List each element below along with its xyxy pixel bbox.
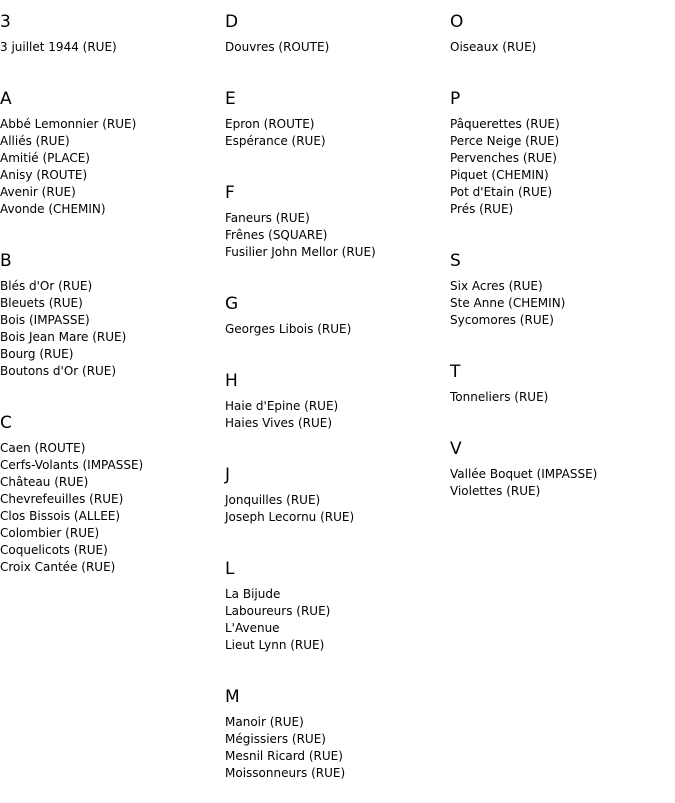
street-link[interactable]: 3 juillet 1944 (RUE) (0, 40, 117, 54)
letter-section (225, 282, 450, 338)
street-link[interactable]: Château (RUE) (0, 475, 89, 489)
street-link[interactable]: Mégissiers (RUE) (225, 732, 326, 746)
letter-section (225, 171, 450, 261)
street-link[interactable]: Oiseaux (RUE) (450, 40, 537, 54)
street-link[interactable]: Amitié (PLACE) (0, 151, 90, 165)
street-link[interactable]: Violettes (RUE) (450, 484, 541, 498)
street-list (225, 492, 450, 526)
letter-section (0, 77, 225, 218)
street-link[interactable]: Epron (ROUTE) (225, 117, 315, 131)
street-link[interactable]: Coquelicots (RUE) (0, 543, 108, 557)
letter-heading: T (450, 362, 461, 382)
street-link[interactable]: Avenir (RUE) (0, 185, 76, 199)
letter-heading: J (225, 465, 231, 485)
street-list (450, 278, 675, 329)
street-link[interactable]: Bois Jean Mare (RUE) (0, 330, 127, 344)
letter-section (0, 0, 225, 56)
letter-heading: E (225, 89, 236, 109)
street-list (225, 210, 450, 261)
street-link[interactable]: Jonquilles (RUE) (225, 493, 321, 507)
street-link[interactable]: Espérance (RUE) (225, 134, 326, 148)
letter-heading: L (225, 559, 235, 579)
street-link[interactable]: Colombier (RUE) (0, 526, 100, 540)
letter-section (225, 453, 450, 526)
street-list (0, 440, 225, 576)
letter-heading: S (450, 251, 461, 271)
street-link[interactable]: Ste Anne (CHEMIN) (450, 296, 566, 310)
street-link[interactable]: Tonneliers (RUE) (450, 390, 549, 404)
street-link[interactable]: Avonde (CHEMIN) (0, 202, 106, 216)
street-list (0, 116, 225, 218)
street-list (450, 39, 675, 56)
street-link[interactable]: Pot d'Etain (RUE) (450, 185, 553, 199)
letter-heading: V (450, 439, 462, 459)
street-list (450, 389, 675, 406)
index-column (450, 0, 675, 521)
letter-heading: A (0, 89, 12, 109)
street-link[interactable]: Haies Vives (RUE) (225, 416, 333, 430)
street-link[interactable]: Bourg (RUE) (0, 347, 74, 361)
letter-section (450, 427, 675, 500)
street-link[interactable]: Croix Cantée (RUE) (0, 560, 116, 574)
street-link[interactable]: Clos Bissois (ALLEE) (0, 509, 121, 523)
street-link[interactable]: Prés (RUE) (450, 202, 514, 216)
street-list (0, 39, 225, 56)
street-link[interactable]: Frênes (SQUARE) (225, 228, 328, 242)
letter-section (450, 350, 675, 406)
street-list (225, 39, 450, 56)
street-link[interactable]: Moissonneurs (RUE) (225, 766, 346, 780)
street-link[interactable]: Piquet (CHEMIN) (450, 168, 549, 182)
street-link[interactable]: Sycomores (RUE) (450, 313, 554, 327)
street-list (225, 586, 450, 654)
street-link[interactable]: Abbé Lemonnier (RUE) (0, 117, 137, 131)
street-list (225, 398, 450, 432)
street-link[interactable]: Haie d'Epine (RUE) (225, 399, 339, 413)
letter-heading: P (450, 89, 461, 109)
letter-section (450, 77, 675, 218)
letter-section (225, 77, 450, 150)
street-link[interactable]: Bois (IMPASSE) (0, 313, 90, 327)
index-column (0, 0, 225, 597)
street-list (225, 116, 450, 150)
street-link[interactable]: Joseph Lecornu (RUE) (225, 510, 355, 524)
street-link[interactable]: Alliés (RUE) (0, 134, 70, 148)
letter-heading: D (225, 12, 239, 32)
street-link[interactable]: Perce Neige (RUE) (450, 134, 560, 148)
street-link[interactable]: Anisy (ROUTE) (0, 168, 88, 182)
letter-section (225, 0, 450, 56)
letter-heading: O (450, 12, 464, 32)
letter-heading: G (225, 294, 239, 314)
letter-heading: M (225, 687, 240, 707)
street-link[interactable]: Pervenches (RUE) (450, 151, 557, 165)
street-link[interactable]: Douvres (ROUTE) (225, 40, 330, 54)
letter-section (450, 0, 675, 56)
street-list (0, 278, 225, 380)
street-link[interactable]: Boutons d'Or (RUE) (0, 364, 117, 378)
index-column (225, 0, 450, 803)
letter-heading: B (0, 251, 12, 271)
letter-section (225, 675, 450, 782)
street-link[interactable]: Vallée Boquet (IMPASSE) (450, 467, 598, 481)
street-list (450, 466, 675, 500)
street-link[interactable]: Georges Libois (RUE) (225, 322, 352, 336)
street-link[interactable]: Pâquerettes (RUE) (450, 117, 560, 131)
street-link[interactable]: Chevrefeuilles (RUE) (0, 492, 124, 506)
letter-section (450, 239, 675, 329)
street-link[interactable]: Blés d'Or (RUE) (0, 279, 93, 293)
street-link[interactable]: Caen (ROUTE) (0, 441, 86, 455)
street-link[interactable]: Fusilier John Mellor (RUE) (225, 245, 376, 259)
street-list (225, 714, 450, 782)
street-link[interactable]: Laboureurs (RUE) (225, 604, 331, 618)
letter-heading: C (0, 413, 12, 433)
street-list (450, 116, 675, 218)
street-link[interactable]: Mesnil Ricard (RUE) (225, 749, 343, 763)
street-link[interactable]: Cerfs-Volants (IMPASSE) (0, 458, 144, 472)
letter-heading: H (225, 371, 238, 391)
letter-heading: F (225, 183, 235, 203)
street-link[interactable]: Lieut Lynn (RUE) (225, 638, 325, 652)
letter-section (0, 239, 225, 380)
letter-section (225, 547, 450, 654)
street-link[interactable]: La Bijude (225, 587, 281, 601)
street-link[interactable]: Six Acres (RUE) (450, 279, 543, 293)
street-link[interactable]: Manoir (RUE) (225, 715, 304, 729)
letter-section (0, 401, 225, 576)
letter-section (225, 359, 450, 432)
letter-heading: 3 (0, 12, 11, 32)
street-link[interactable]: Faneurs (RUE) (225, 211, 310, 225)
street-link[interactable]: Bleuets (RUE) (0, 296, 83, 310)
street-link[interactable]: L'Avenue (225, 621, 280, 635)
street-list (225, 321, 450, 338)
